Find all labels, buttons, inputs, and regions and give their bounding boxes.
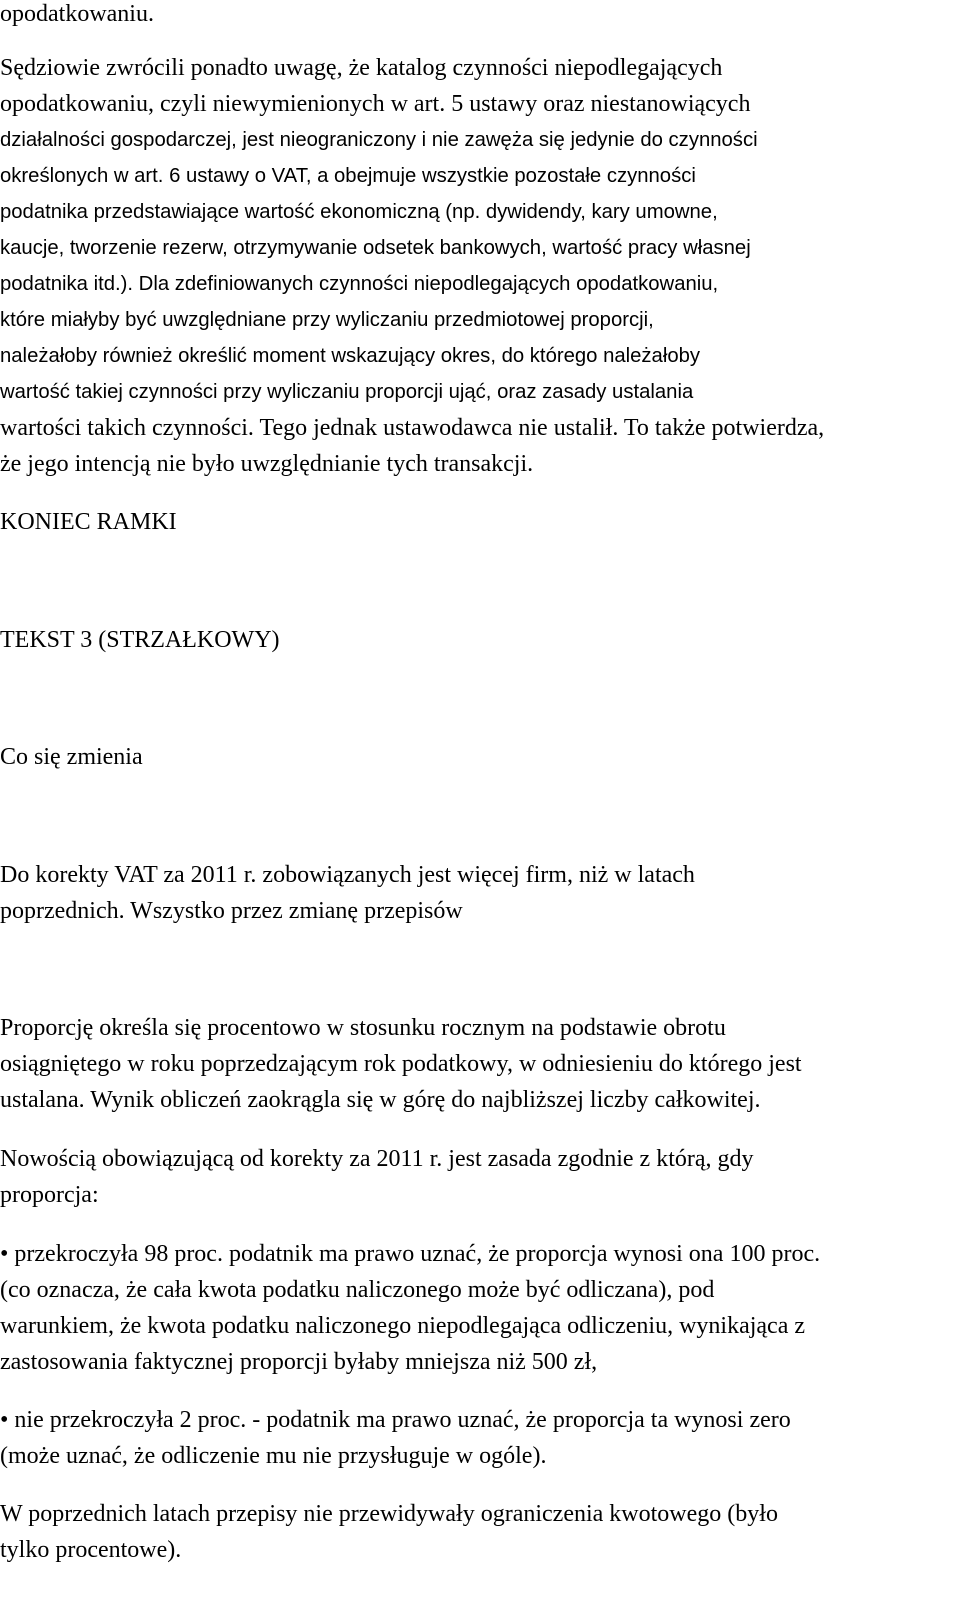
text-line: podatnika przedstawiające wartość ekonomiczną (np. dywidendy, kary umowne, <box>0 201 718 223</box>
text-line: (może uznać, że odliczenie mu nie przysługuje w ogóle). <box>0 1443 547 1469</box>
text-line: (co oznacza, że cała kwota podatku naliczonego może być odliczana), pod <box>0 1277 715 1303</box>
text-line: kaucje, tworzenie rezerw, otrzymywanie odsetek bankowych, wartość pracy własnej <box>0 237 751 259</box>
text-line: ustalana. Wynik obliczeń zaokrągla się w górę do najbliższej liczby całkowitej. <box>0 1087 761 1113</box>
koniec-ramki-heading <box>0 504 177 540</box>
text-line: określonych w art. 6 ustawy o VAT, a obejmuje wszystkie pozostałe czynności <box>0 165 696 187</box>
text-line: Do korekty VAT za 2011 r. zobowiązanych jest więcej firm, niż w latach <box>0 862 695 888</box>
tekst3-heading <box>0 622 280 658</box>
text-line: podatnika itd.). Dla zdefiniowanych czynności niepodlegających opodatkowaniu, <box>0 273 719 295</box>
text-line: tylko procentowe). <box>0 1537 182 1563</box>
paragraph-katalog <box>0 50 824 482</box>
text-line: KONIEC RAMKI <box>0 509 177 535</box>
text-line: warunkiem, że kwota podatku naliczonego niepodlegająca odliczeniu, wynikająca z <box>0 1313 805 1339</box>
text-line: poprzednich. Wszystko przez zmianę przepisów <box>0 898 463 924</box>
text-line: wartości takich czynności. Tego jednak ustawodawca nie ustalił. To także potwierdza, <box>0 415 825 441</box>
text-line: osiągniętego w roku poprzedzającym rok podatkowy, w odniesieniu do którego jest <box>0 1051 802 1077</box>
text-line: opodatkowaniu. <box>0 1 154 27</box>
text-line: proporcja: <box>0 1182 99 1208</box>
paragraph-nowosc <box>0 1141 754 1213</box>
text-line: opodatkowaniu, czyli niewymienionych w art. 5 ustawy oraz niestanowiących <box>0 91 751 117</box>
lead-paragraph <box>0 857 695 929</box>
text-line: wartość takiej czynności przy wyliczaniu proporcji ująć, oraz zasady ustalania <box>0 381 694 403</box>
text-line: • nie przekroczyła 2 proc. - podatnik ma prawo uznać, że proporcja ta wynosi zero <box>0 1407 791 1433</box>
text-line: które miałyby być uwzględniane przy wyliczaniu przedmiotowej proporcji, <box>0 309 654 331</box>
text-line: TEKST 3 (STRZAŁKOWY) <box>0 627 280 653</box>
text-line: działalności gospodarczej, jest nieograniczony i nie zawęża się jedynie do czynności <box>0 129 758 151</box>
text-line: W poprzednich latach przepisy nie przewidywały ograniczenia kwotowego (było <box>0 1501 778 1527</box>
bullet-item-98 <box>0 1236 820 1380</box>
bullet-item-2 <box>0 1402 791 1474</box>
text-line: Nowością obowiązującą od korekty za 2011 r. jest zasada zgodnie z którą, gdy <box>0 1146 754 1172</box>
paragraph-proporcje <box>0 1010 802 1118</box>
text-line: zastosowania faktycznej proporcji byłaby mniejsza niż 500 zł, <box>0 1349 598 1375</box>
paragraph-poprzednie-lata <box>0 1496 778 1568</box>
text-line: że jego intencją nie było uwzględnianie tych transakcji. <box>0 451 534 477</box>
co-sie-zmienia-heading <box>0 739 143 775</box>
text-line: należałoby również określić moment wskazujący okres, do którego należałoby <box>0 345 701 367</box>
text-line: Sędziowie zwrócili ponadto uwagę, że katalog czynności niepodlegających <box>0 55 723 81</box>
top-fragment <box>0 0 154 32</box>
text-line: Co się zmienia <box>0 744 143 770</box>
text-line: Proporcję określa się procentowo w stosunku rocznym na podstawie obrotu <box>0 1015 726 1041</box>
text-line: • przekroczyła 98 proc. podatnik ma prawo uznać, że proporcja wynosi ona 100 proc. <box>0 1241 821 1267</box>
